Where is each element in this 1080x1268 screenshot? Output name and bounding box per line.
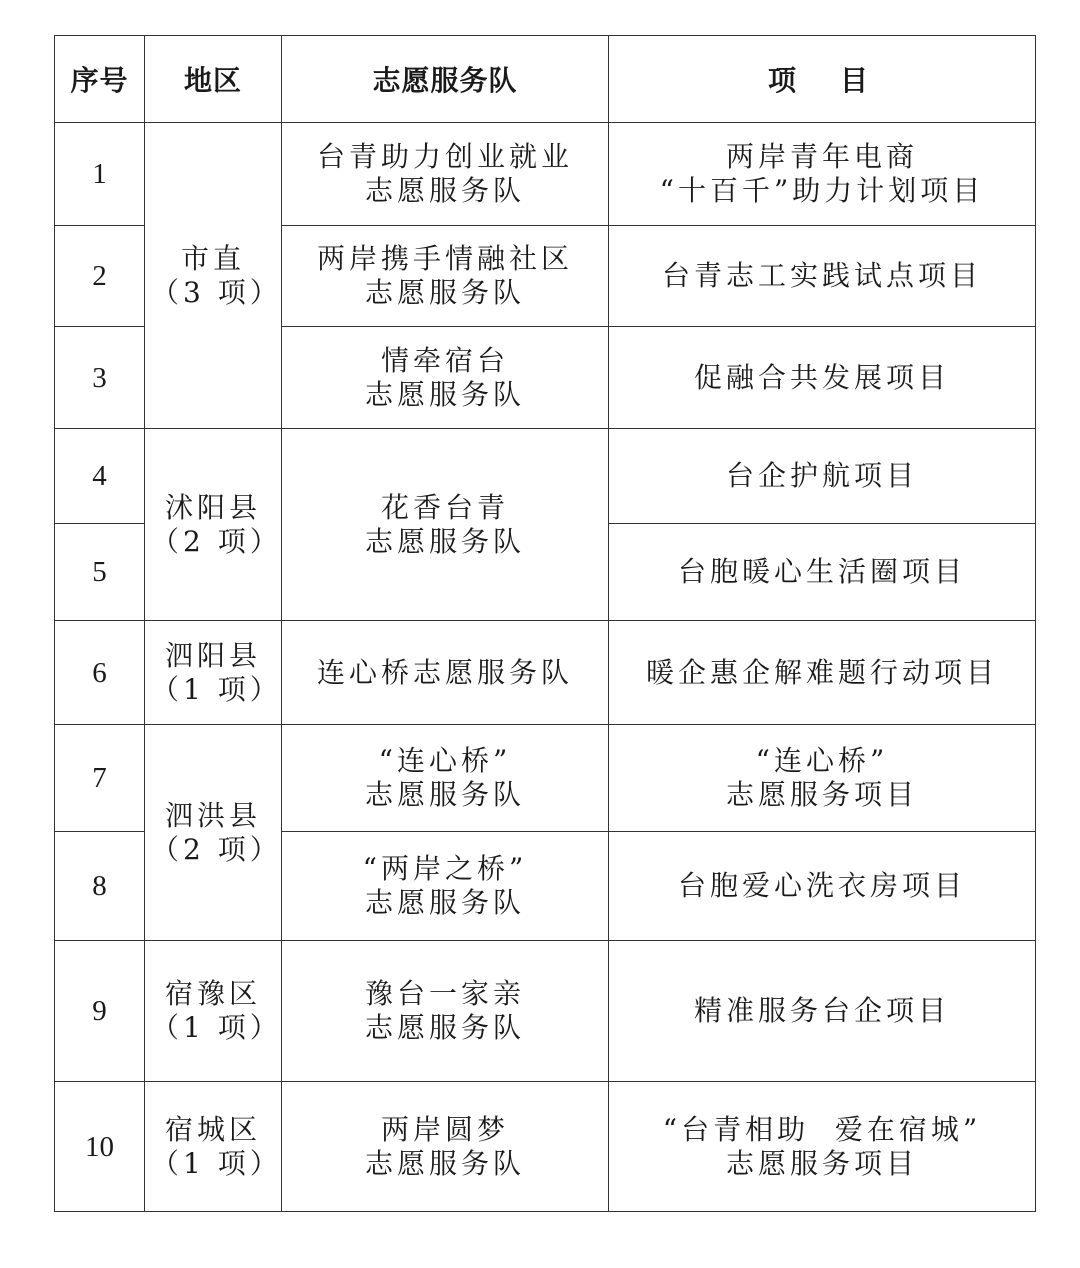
project-cell	[609, 725, 1036, 832]
team-cell	[282, 832, 609, 941]
table-row	[55, 941, 1036, 1082]
project-cell	[609, 524, 1036, 621]
seq-cell: 4	[55, 429, 145, 524]
project-line: “台青相助 爱在宿城”	[662, 1112, 982, 1146]
seq-cell: 6	[55, 621, 145, 725]
region-cell	[145, 429, 282, 621]
team-line: “两岸之桥”	[362, 852, 528, 885]
header-team: 志愿服务队	[282, 36, 609, 123]
project-cell	[609, 226, 1036, 327]
region-cell	[145, 123, 282, 429]
table-row	[55, 1082, 1036, 1212]
project-cell	[609, 1082, 1036, 1212]
team-line: 花香台青	[380, 490, 509, 524]
region-name: 沭阳县	[164, 490, 261, 524]
project-line: 台胞暖心生活圈项目	[677, 555, 966, 588]
region-cell	[145, 621, 282, 725]
team-cell	[282, 725, 609, 832]
project-line: 台胞爱心洗衣房项目	[677, 869, 966, 902]
project-line: 志愿服务项目	[725, 778, 918, 811]
project-line: 促融合共发展项目	[693, 360, 950, 394]
project-cell	[609, 327, 1036, 429]
region-cell	[145, 1082, 282, 1212]
team-line: 志愿服务队	[364, 1011, 525, 1044]
seq-cell: 2	[55, 226, 145, 327]
project-cell	[609, 429, 1036, 524]
team-line: 志愿服务队	[364, 1146, 525, 1180]
region-count: （1 项）	[151, 1011, 282, 1044]
seq-cell: 8	[55, 832, 145, 941]
region-cell	[145, 941, 282, 1082]
region-name: 宿城区	[164, 1112, 261, 1146]
project-line: 台青志工实践试点项目	[661, 259, 982, 292]
team-line: 志愿服务队	[364, 524, 525, 558]
region-count: （1 项）	[151, 672, 282, 706]
seq-cell: 3	[55, 327, 145, 429]
project-line: 精准服务台企项目	[693, 994, 950, 1027]
team-line: 志愿服务队	[364, 377, 525, 411]
seq-cell: 9	[55, 941, 145, 1082]
region-name: 宿豫区	[164, 977, 261, 1010]
seq-cell: 7	[55, 725, 145, 832]
region-count: （1 项）	[151, 1146, 282, 1180]
project-cell	[609, 123, 1036, 226]
region-name: 市直	[180, 241, 245, 275]
project-line: “连心桥”	[755, 744, 889, 777]
header-seq: 序号	[55, 36, 145, 123]
table-row	[55, 621, 1036, 725]
table-row	[55, 123, 1036, 226]
table-header-row	[55, 36, 1036, 123]
region-count: （2 项）	[151, 832, 282, 866]
team-line: 豫台一家亲	[364, 977, 525, 1010]
project-line: “十百千”助力计划项目	[659, 174, 985, 207]
table-row	[55, 429, 1036, 524]
seq-cell: 10	[55, 1082, 145, 1212]
seq-cell: 5	[55, 524, 145, 621]
region-cell	[145, 725, 282, 941]
team-line: 两岸圆梦	[380, 1112, 509, 1146]
region-count: （3 项）	[151, 275, 282, 309]
region-name: 泗洪县	[164, 798, 261, 832]
project-cell	[609, 832, 1036, 941]
team-line: “连心桥”	[378, 744, 512, 777]
team-line: 情牵宿台	[380, 343, 509, 377]
team-line: 台青助力创业就业	[316, 140, 573, 173]
team-cell	[282, 941, 609, 1082]
region-name: 泗阳县	[164, 638, 261, 672]
team-cell	[282, 429, 609, 621]
team-cell	[282, 123, 609, 226]
team-cell	[282, 1082, 609, 1212]
team-line: 两岸携手情融社区	[316, 242, 573, 275]
volunteer-project-table	[54, 35, 1036, 1212]
project-line: 志愿服务项目	[725, 1146, 918, 1180]
header-region: 地区	[145, 36, 282, 123]
team-line: 志愿服务队	[364, 886, 525, 919]
team-line: 志愿服务队	[364, 276, 525, 309]
header-project: 项 目	[609, 36, 1036, 123]
project-cell	[609, 621, 1036, 725]
project-line: 台企护航项目	[725, 459, 918, 492]
project-line: 两岸青年电商	[725, 140, 918, 173]
team-cell	[282, 621, 609, 725]
team-line: 志愿服务队	[364, 778, 525, 811]
team-line: 志愿服务队	[364, 174, 525, 207]
region-count: （2 项）	[151, 524, 282, 558]
table-row	[55, 725, 1036, 832]
project-line: 暖企惠企解难题行动项目	[645, 655, 998, 689]
team-cell	[282, 327, 609, 429]
team-cell	[282, 226, 609, 327]
seq-cell: 1	[55, 123, 145, 226]
team-line: 连心桥志愿服务队	[316, 655, 573, 689]
project-cell	[609, 941, 1036, 1082]
